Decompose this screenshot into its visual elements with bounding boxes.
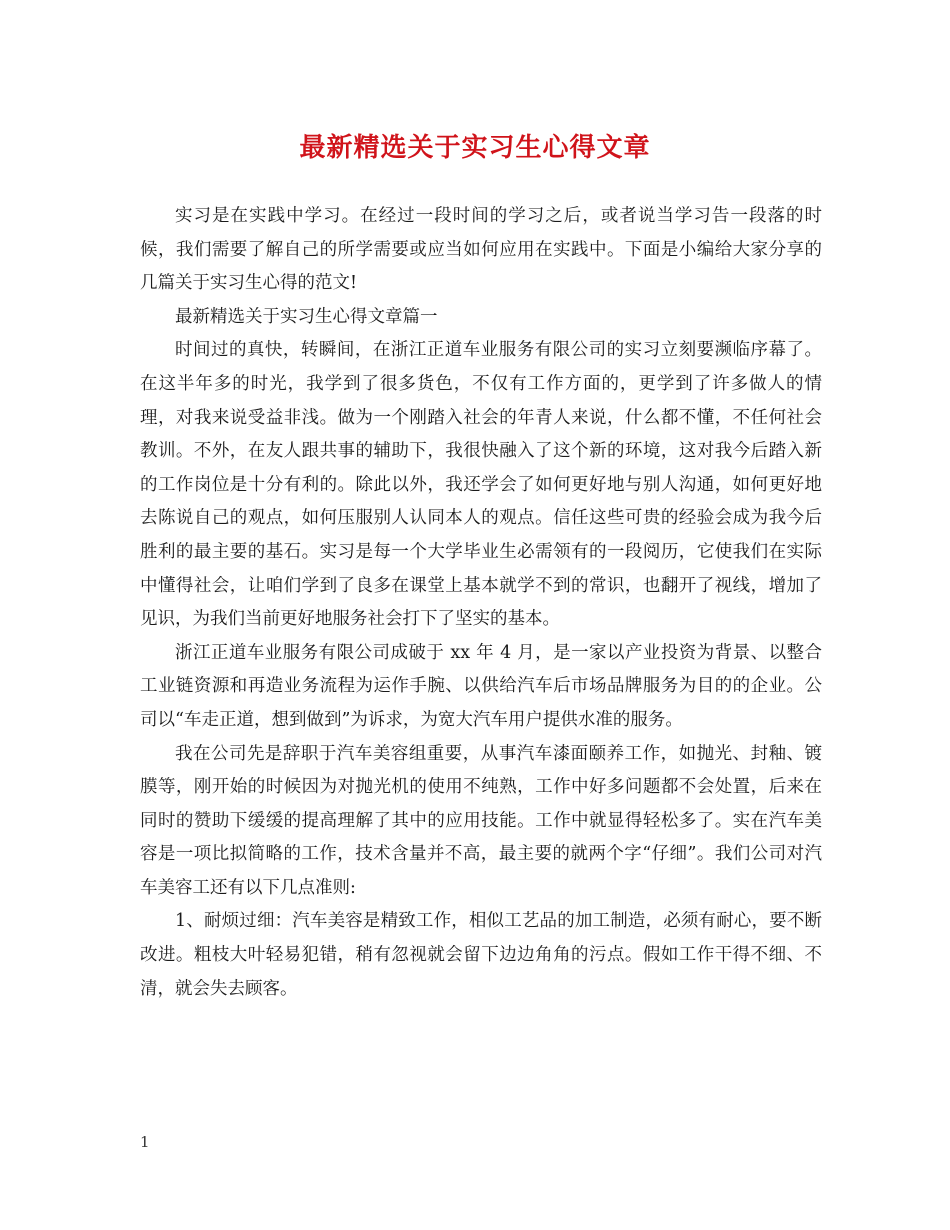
section-heading: 最新精选关于实习生心得文章篇一	[175, 306, 438, 327]
paragraph-work-experience: 我在公司先是辞职于汽车美容组重要，从事汽车漆面颐养工作，如抛光、封釉、镀膜等，刚开始的时候因为对抛光机的使用不纯熟，工作中好多问题都不会处置，后来在同时的赞助下缓缓的提高理解了其中的应用技能。工作中就显得轻松多了。实在汽车美容是一项比拟简略的工作，技术含量并不高，最主要的就两个字“仔细”。我们公司对汽车美容工还有以下几点准则:	[140, 743, 822, 898]
document-title: 最新精选关于实习生心得文章	[299, 133, 651, 163]
page-number: 1	[140, 1133, 150, 1151]
document-body	[140, 200, 822, 1006]
paragraph-intro: 实习是在实践中学习。在经过一段时间的学习之后，或者说当学习告一段落的时候，我们需要了解自己的所学需要或应当如何应用在实践中。下面是小编给大家分享的几篇关于实习生心得的范文!	[140, 206, 822, 294]
paragraph-company-intro: 浙江正道车业服务有限公司成破于 xx 年 4 月，是一家以产业投资为背景、以整合工业链资源和再造业务流程为运作手腕、以供给汽车后市场品牌服务为目的的企业。公司以“车走正道，想到做到”为诉求，为宽大汽车用户提供水准的服务。	[140, 642, 822, 730]
paragraph-internship-summary: 时间过的真快，转瞬间，在浙江正道车业服务有限公司的实习立刻要濒临序幕了。在这半年多的时光，我学到了很多货色，不仅有工作方面的，更学到了许多做人的情理，对我来说受益非浅。做为一个刚踏入社会的年青人来说，什么都不懂，不任何社会教训。不外，在友人跟共事的辅助下，我很快融入了这个新的环境，这对我今后踏入新的工作岗位是十分有利的。除此以外，我还学会了如何更好地与别人沟通，如何更好地去陈说自己的观点，如何压服别人认同本人的观点。信任这些可贵的经验会成为我今后胜利的最主要的基石。实习是每一个大学毕业生必需领有的一段阅历，它使我们在实际中懂得社会，让咱们学到了良多在课堂上基本就学不到的常识，也翻开了视线，增加了见识，为我们当前更好地服务社会打下了坚实的基本。	[140, 340, 822, 630]
paragraph-rule-1: 1、耐烦过细：汽车美容是精致工作，相似工艺品的加工制造，必须有耐心，要不断改进。粗枝大叶轻易犯错，稍有忽视就会留下边边角角的污点。假如工作干得不细、不清，就会失去顾客。	[140, 911, 822, 999]
